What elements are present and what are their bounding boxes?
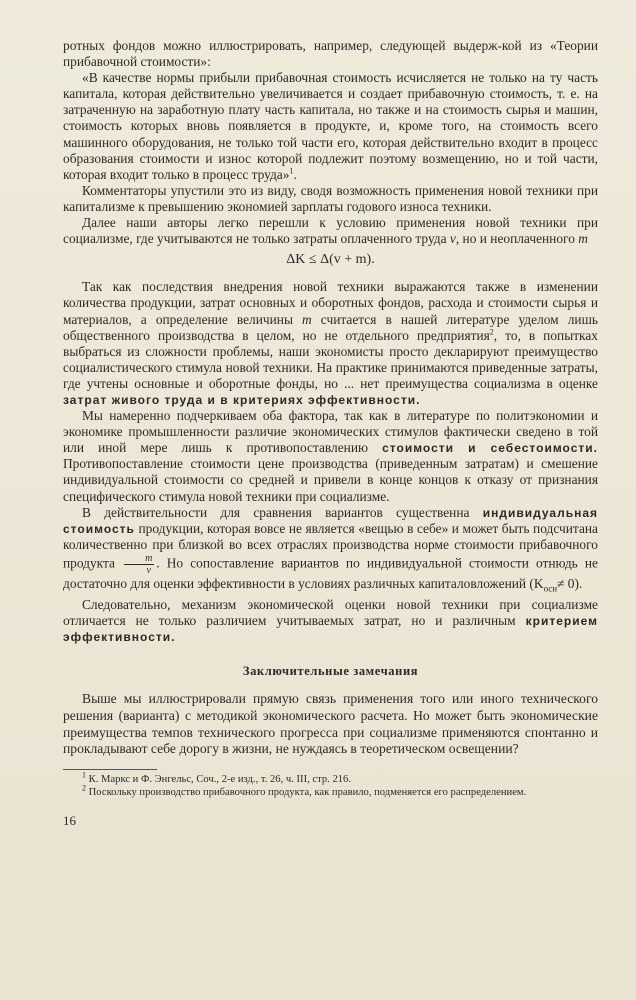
emphasis-live-labor: затрат живого труда и в критериях эффективности. [63,392,421,407]
footnote-ref-1: 1 [289,166,294,176]
p6-text-b: продукции, которая вовсе не является «вещью в себе» и может быть подсчитана количественно при близкой во всех отраслях производства норме стоимости прибавочного продукта [63,520,598,571]
emphasis-criterion: критерием эффективности. [63,613,598,644]
fraction-m-over-v [124,553,154,576]
page-number: 16 [63,813,76,829]
p5-text-a: Мы намеренно подчеркиваем оба фактора, так как в литературе по политэкономии и экономике промышленности различие экономических стимулов фактически сведено в той или иной мере лишь к противопоставлению [63,408,598,456]
formula: ΔK ≤ Δ(v + m). [286,252,375,268]
paragraph-consequences [63,279,598,408]
section-heading: Заключительные замечания [242,663,419,678]
paragraph-commentators: Комментаторы упустили это из виду, сводя возможность применения новой техники при капитализме к превышению экономией зарплаты годового износа техники. [63,182,598,214]
paragraph-final: Выше мы иллюстрировали прямую связь применения того или иного технического решения (варианта) с методикой экономического расчета. Но может быть экономические преимущества темпов технического прогресса при социализме применяются спонтанно и прокладывают себе дорогу в жизни, не нуждаясь в теоретическом освещении? [63,691,598,757]
p5-text-b: Противопоставление стоимости цене производства (приведенным затратам) и смешение индивидуальной стоимости со средней и привели в конце концов к отказу от признания специфического стимула новой техники при социализме. [63,456,598,504]
emphasis-individual-value: индивидуальная стоимость [63,505,598,536]
subscript-osn: осн [543,583,558,594]
p7-text: Следовательно, механизм экономической оценки новой техники при социализме отличается не только различием учитываемых затрат, но и различным [63,596,598,628]
condition-mid: , но и неоплаченного [455,231,575,247]
footnote-2-text: Поскольку производство прибавочного продукта, как правило, подменяется его распределением. [88,786,527,798]
emphasis-value: стоимости [382,441,455,456]
emphasis-and: и [468,441,477,456]
var-v: v [449,231,456,247]
paragraph-factors [63,408,598,505]
footnote-1 [63,770,598,787]
paragraph-conclusion [63,597,598,645]
fraction-numerator: m [124,553,154,565]
footnote-ref-2: 2 [489,327,494,337]
footnote-divider [63,769,157,770]
quotation-text: «В качестве нормы прибыли прибавочная стоимость исчисляется не только на ту часть капитала, которая действительно увеличивается и создает прибавочную стоимость, т. е. на затраченную на заработную плату часть капитала, но также и на стоимость сырья и машин, стоимость которых вновь появляется в продукте, и, кроме того, на стоимость всего машинного оборудования, не только той части его, которая действительно входит в процесс образования стоимости и износ которой подлежит поэтому возмещению, но и той части, которая входит только в процесс труда» [63,70,598,182]
p4-var-m: m [302,311,312,327]
p6-text-d: ≠ 0). [557,575,583,591]
footnote-2 [63,783,598,800]
paragraph-reality [63,505,598,597]
p6-text-c: . Но сопоставление вариантов по индивидуальной стоимости отнюдь не достаточно для оценки эффективности в условиях различных капиталовложений (K [63,555,598,591]
footnote-1-text: К. Маркс и Ф. Энгельс, Соч., 2-е изд., т. 26, ч. III, стр. 216. [88,774,351,786]
var-m: m [578,231,588,247]
footnote-2-mark: 2 [82,783,86,793]
condition-text: Далее наши авторы легко перешли к условию применения новой техники при социализме, где учитываются не только затраты оплаченного труда [63,215,598,247]
paragraph-condition [63,215,598,247]
body-text [63,38,598,830]
footnote-1-mark: 1 [82,770,86,780]
emphasis-cost: себестоимости. [490,441,598,456]
quotation: «В качестве нормы прибыли прибавочная стоимость исчисляется не только на ту часть капитала, которая действительно увеличивается и создает прибавочную стоимость, т. е. на затраченную на заработную плату часть капитала, но также и на стоимость сырья и машин, стоимость которых вновь появляется в продукте, и, кроме того, на стоимость всего машинного оборудования, не только той части его, которая действительно входит в процесс образования стоимости и износ которой подлежит поэтому возмещению, но и той части, которая входит только в процесс труда»$^1$. [63,70,598,182]
paragraph-intro: ротных фондов можно иллюстрировать, например, следующей выдерж-кой из «Теории прибавочной стоимости»: [63,38,598,70]
p6-text-a: В действительности для сравнения вариантов существенна [82,504,470,520]
p4-text-c: , то, в попытках выбраться из сложности проблемы, наши экономисты просто декларируют преимущество социалистического стимула новой техники. На практике принимаются приведенные затраты, где учтены основные и оборотные фонды, но ... нет преимущества социализма в оценке [63,327,598,391]
p4-text-b: считается в нашей литературе уделом лишь общественного производства в целом, но не отдельного предприятия [63,311,598,343]
p4-text-a: Так как последствия внедрения новой техники выражаются также в изменении количества продукции, затрат основных и оборотных фондов, расхода и стоимости сырья и материалов, а определение величины [63,279,598,327]
fraction-denominator: v [146,564,151,576]
